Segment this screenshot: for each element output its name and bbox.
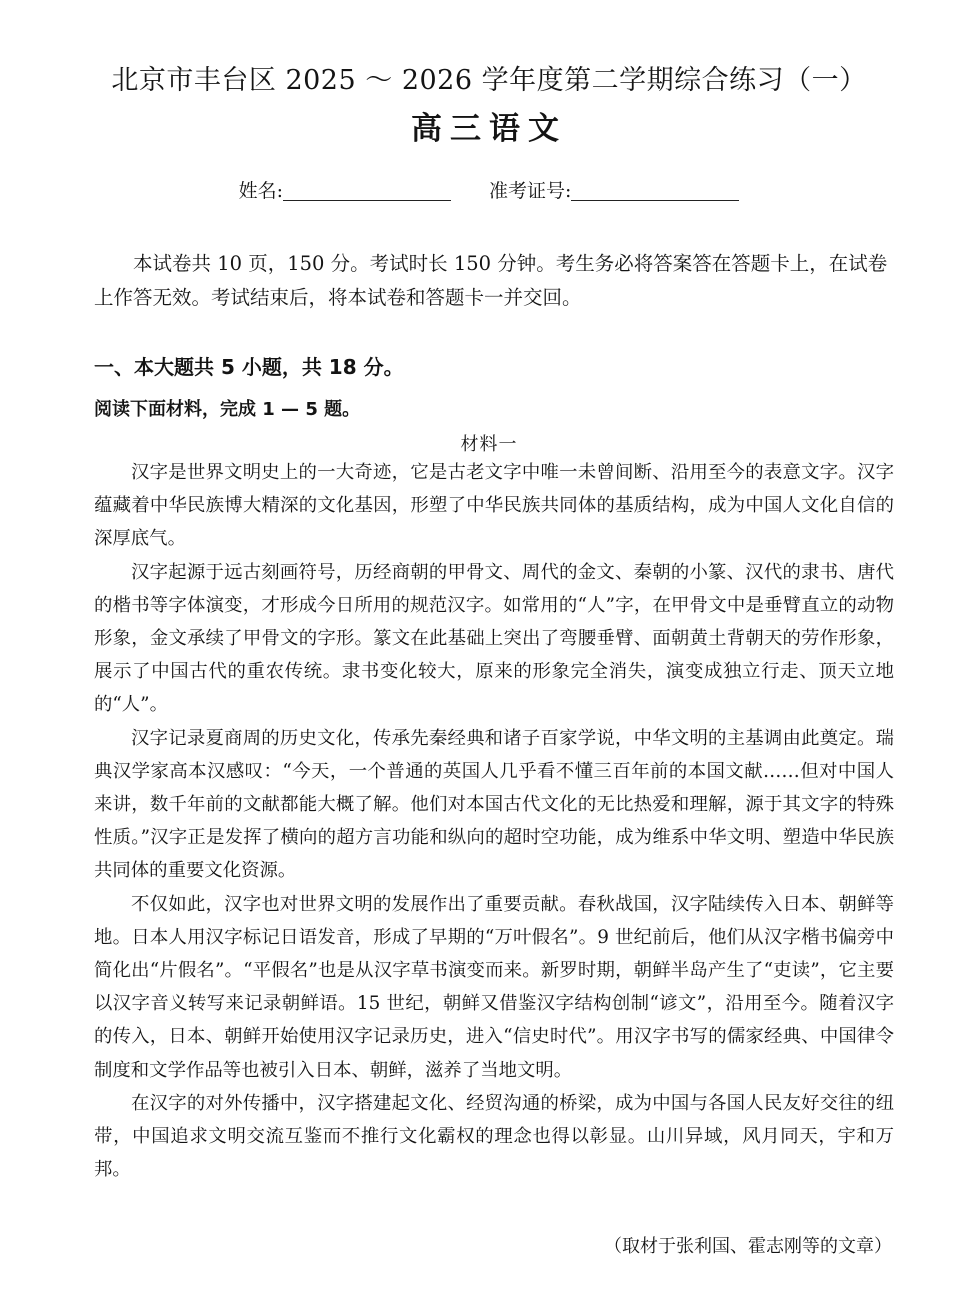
- paragraph-2: 汉字起源于远古刻画符号，历经商朝的甲骨文、周代的金文、秦朝的小篆、汉代的隶书、唐代的楷书等字体演变，才形成今日所用的规范汉字。如常用的“人”字，在甲骨文中是垂臂直立的动物形象，金文承续了甲骨文的字形。篆文在此基础上突出了弯腰垂臂、面朝黄土背朝天的劳作形象，展示了中国古代的重农传统。隶书变化较大，原来的形象完全消失，演变成独立行走、顶天立地的“人”。: [94, 561, 894, 716]
- exam-id-field: [489, 176, 739, 203]
- exam-id-label: 准考证号:: [489, 180, 572, 202]
- material-body: [94, 456, 894, 1186]
- candidate-fields: [0, 176, 978, 203]
- name-field: [239, 176, 451, 203]
- exam-title: 北京市丰台区 2025 ～ 2026 学年度第二学期综合练习（一）: [111, 65, 867, 96]
- material-title: 材料一: [460, 434, 518, 455]
- subject-title: 高三语文: [411, 111, 567, 147]
- paragraph-3: 汉字记录夏商周的历史文化，传承先秦经典和诸子百家学说，中华文明的主基调由此奠定。瑞典汉学家高本汉感叹：“今天，一个普通的英国人几乎看不懂三百年前的本国文献……但对中国人来讲，数千年前的文献都能大概了解。他们对本国古代文化的无比热爱和理解，源于其文字的特殊性质。”汉字正是发挥了横向的超方言功能和纵向的超时空功能，成为维系中华文明、塑造中华民族共同体的重要文化资源。: [94, 727, 894, 882]
- paragraph-1: 汉字是世界文明史上的一大奇迹，它是古老文字中唯一未曾间断、沿用至今的表意文字。汉字蕴藏着中华民族博大精深的文化基因，形塑了中华民族共同体的基质结构，成为中国人文化自信的深厚底气。: [94, 462, 894, 550]
- exam-notice: 本试卷共 10 页，150 分。考试时长 150 分钟。考生务必将答案答在答题卡上，在试卷上作答无效。考试结束后，将本试卷和答题卡一并交回。: [94, 252, 888, 309]
- paragraph-4: 不仅如此，汉字也对世界文明的发展作出了重要贡献。春秋战国，汉字陆续传入日本、朝鲜等地。日本人用汉字标记日语发音，形成了早期的“万叶假名”。9 世纪前后，他们从汉字楷书偏旁中简化出“片假名”。“平假名”也是从汉字草书演变而来。新罗时期，朝鲜半岛产生了“吏读”，它主要以汉字音义转写来记录朝鲜语。15 世纪，朝鲜又借鉴汉字结构创制“谚文”，沿用至今。随着汉字的传入，日本、朝鲜开始使用汉字记录历史，进入“信史时代”。用汉字书写的儒家经典、中国律令制度和文学作品等也被引入日本、朝鲜，滋养了当地文明。: [94, 893, 894, 1081]
- exam-id-blank-line: [571, 180, 739, 201]
- paragraph-5: 在汉字的对外传播中，汉字搭建起文化、经贸沟通的桥梁，成为中国与各国人民友好交往的纽带，中国追求文明交流互鉴而不推行文化霸权的理念也得以彰显。山川异域，风月同天，宇和万邦。: [94, 1092, 894, 1181]
- reading-instruction: 阅读下面材料，完成 1 — 5 题。: [94, 399, 361, 420]
- name-label: 姓名:: [238, 180, 283, 202]
- name-blank-line: [283, 180, 451, 201]
- section-heading: 一、本大题共 5 小题，共 18 分。: [94, 355, 404, 379]
- source-citation: （取材于张利国、霍志刚等的文章）: [604, 1236, 892, 1257]
